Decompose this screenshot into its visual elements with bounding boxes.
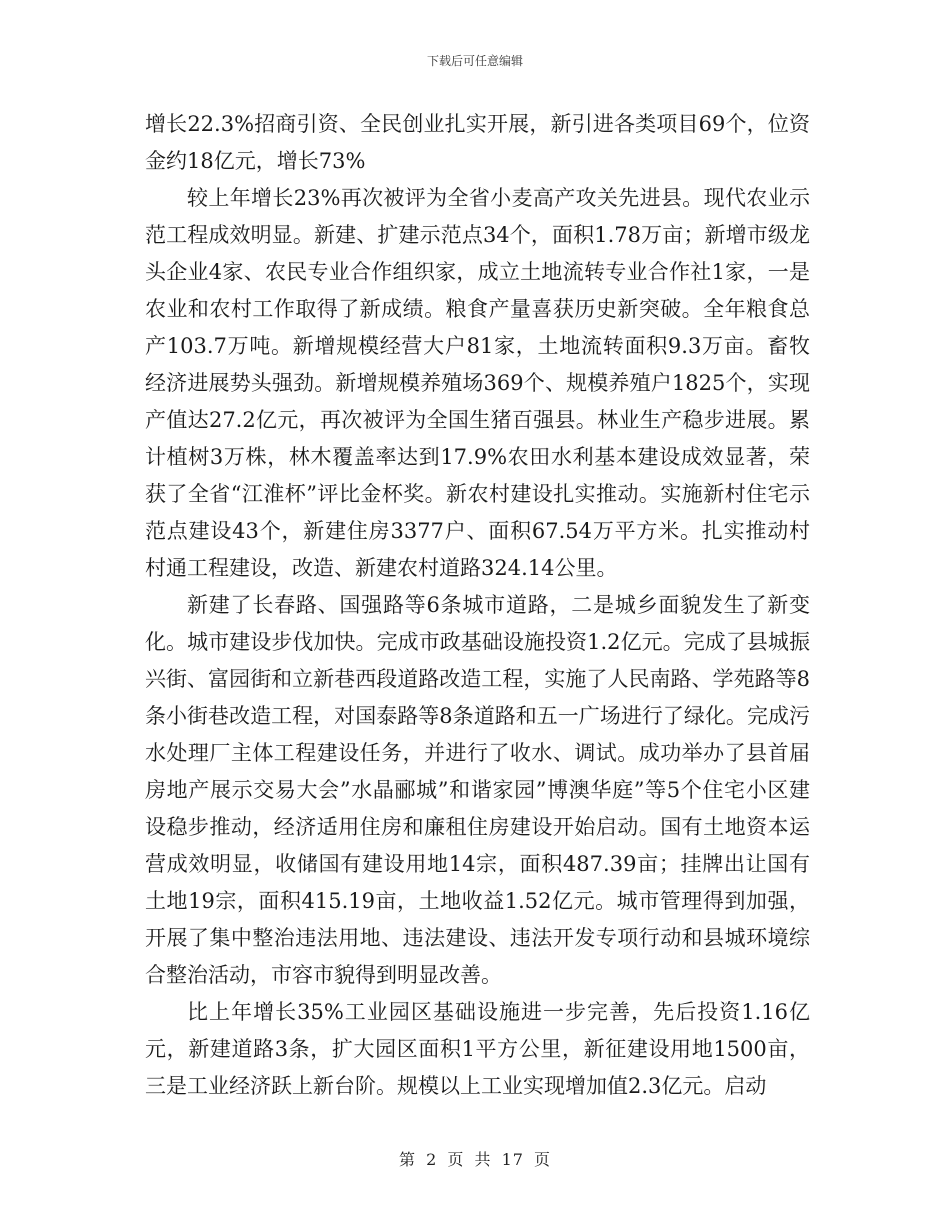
footer-page-number: 2 <box>426 1150 438 1169</box>
footer-total-label: 共 <box>474 1150 492 1169</box>
paragraph-3: 新建了长春路、国强路等6条城市道路，二是城乡面貌发生了新变化。城市建设步伐加快。完成市政基础设施投资1.2亿元。完成了县城振兴街、富园街和立新巷西段道路改造工程，实施了人民南路、学苑路等8条小街巷改造工程，对国泰路等8条道路和五一广场进行了绿化。完成污水处理厂主体工程建设任务，并进行了收水、调试。成功举办了县首届房地产展示交易大会”水晶郦城”和谐家园”博澳华庭”等5个住宅小区建设稳步推动，经济适用住房和廉租住房建设开始启动。国有土地资本运营成效明显，收储国有建设用地14宗，面积487.39亩；挂牌出让国有土地19宗，面积415.19亩，土地收益1.52亿元。城市管理得到加强，开展了集中整治违法用地、违法建设、违法开发专项行动和县城环境综合整治活动，市容市貌得到明显改善。 <box>145 593 810 987</box>
paragraph-1: 增长22.3%招商引资、全民创业扎实开展，新引进各类项目69个，位资金约18亿元，增长73% <box>145 112 810 173</box>
page-header: 下载后可任意编辑 <box>426 54 523 68</box>
footer-total-pages: 17 <box>501 1150 524 1169</box>
footer-page-unit: 页 <box>447 1150 465 1169</box>
paragraph-2: 较上年增长23%再次被评为全省小麦高产攻关先进县。现代农业示范工程成效明显。新建、扩建示范点34个，面积1.78万亩；新增市级龙头企业4家、农民专业合作组织家，成立土地流转专业合作社1家，一是农业和农村工作取得了新成绩。粮食产量喜获历史新突破。全年粮食总产103.7万吨。新增规模经营大户81家，土地流转面积9.3万亩。畜牧经济进展势头强劲。新增规模养殖场369个、规模养殖户1825个，实现产值达27.2亿元，再次被评为全国生猪百强县。林业生产稳步进展。累计植树3万株，林木覆盖率达到17.9%农田水利基本建设成效显著，荣获了全省“江淮杯”评比金杯奖。新农村建设扎实推动。实施新村住宅示范点建设43个，新建住房3377户、面积67.54万平方米。扎实推动村村通工程建设，改造、新建农村道路324.14公里。 <box>145 186 810 580</box>
page-footer <box>0 1147 950 1170</box>
paragraph-4: 比上年增长35%工业园区基础设施进一步完善，先后投资1.16亿元，新建道路3条，扩大园区面积1平方公里，新征建设用地1500亩，三是工业经济跃上新台阶。规模以上工业实现增加值2.3亿元。启动 <box>145 1000 810 1098</box>
document-body <box>145 106 810 1105</box>
footer-page-label: 第 <box>398 1150 416 1169</box>
footer-total-unit: 页 <box>534 1150 552 1169</box>
